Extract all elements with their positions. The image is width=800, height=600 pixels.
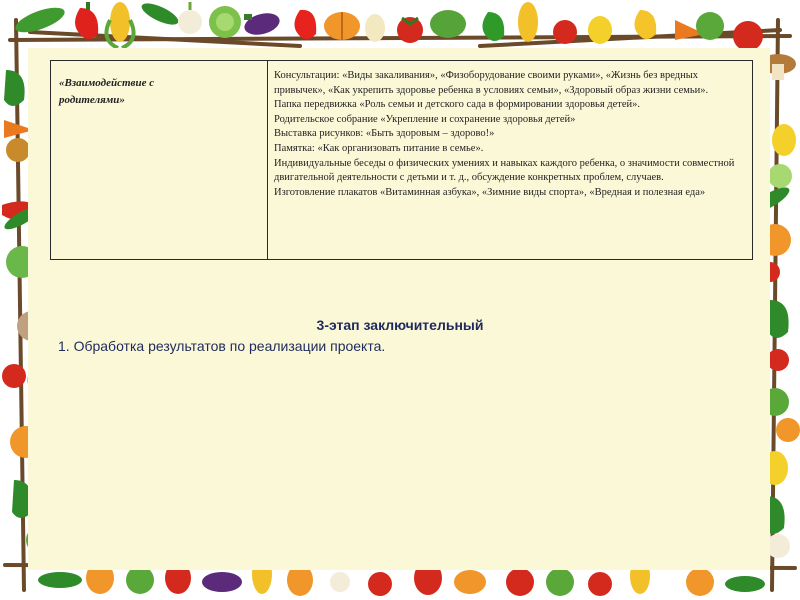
cabbage-icon <box>126 566 154 594</box>
cucumber-icon <box>725 576 765 592</box>
category-line: родителями» <box>59 94 125 106</box>
pepper-icon <box>4 70 25 106</box>
eggplant-icon <box>202 572 242 592</box>
stage-title: 3-этап заключительный <box>316 317 484 333</box>
activity-line: Родительское собрание «Укрепление и сохранение здоровья детей» <box>274 113 576 125</box>
tomato-icon <box>553 20 577 44</box>
cabbage-icon <box>209 6 241 38</box>
tomato-icon <box>397 17 423 43</box>
activity-line: Выставка рисунков: «Быть здоровым – здорово!» <box>274 128 495 140</box>
tomato-icon <box>368 572 392 596</box>
pepper-icon <box>588 16 612 44</box>
cabbage-icon <box>546 568 574 596</box>
stage-item: 1. Обработка результатов по реализации проекта. <box>58 338 386 354</box>
table-cell-activities <box>268 61 753 260</box>
pumpkin-icon <box>686 568 714 596</box>
pepper-icon <box>634 10 656 39</box>
tomato-icon <box>767 349 789 371</box>
cabbage-icon <box>696 12 724 40</box>
tomato-icon <box>588 572 612 596</box>
pumpkin-icon <box>776 418 800 442</box>
onion-icon <box>330 572 350 592</box>
activity-line: Изготовление плакатов «Витаминная азбука», «Зимние виды спорта», «Вредная и полезная еда» <box>274 186 706 198</box>
pepper-icon <box>294 10 316 39</box>
table-row <box>51 61 753 260</box>
corn-icon <box>106 2 133 48</box>
cucumber-icon <box>139 0 181 29</box>
pumpkin-icon <box>324 12 360 40</box>
category-line: «Взаимодействие с <box>59 77 155 89</box>
pepper-icon <box>772 124 796 156</box>
activity-line: Консультации: «Виды закаливания», «Физоборудование своими руками», «Жизнь без вредных привычек», «Как укрепить здоровье ребенка в условиях семьи», «Здоровый образ жизни семьи». <box>274 70 709 96</box>
tomato-icon <box>506 568 534 596</box>
cucumber-icon <box>38 572 82 588</box>
cucumber-icon <box>365 14 385 42</box>
corn-icon <box>518 2 538 42</box>
activity-line: Индивидуальные беседы о физических умениях и навыках каждого ребенка, о значимости совместной двигательной деятельности с детьми и т. д., обсуждение конкретных проблем, случаев. <box>274 157 735 184</box>
pumpkin-icon <box>454 570 486 594</box>
table-cell-category <box>51 61 268 260</box>
activity-line: Папка передвижка «Роль семьи и детского сада в формировании здоровья детей». <box>274 99 641 111</box>
eggplant-icon <box>242 10 282 39</box>
tomato-icon <box>733 21 763 51</box>
cabbage-icon <box>430 10 466 38</box>
cabbage-icon <box>768 164 792 188</box>
onion-icon <box>178 2 202 34</box>
activities-table <box>50 60 753 260</box>
activity-line: Памятка: «Как организовать питание в семье». <box>274 142 484 154</box>
onion-icon <box>6 138 30 162</box>
